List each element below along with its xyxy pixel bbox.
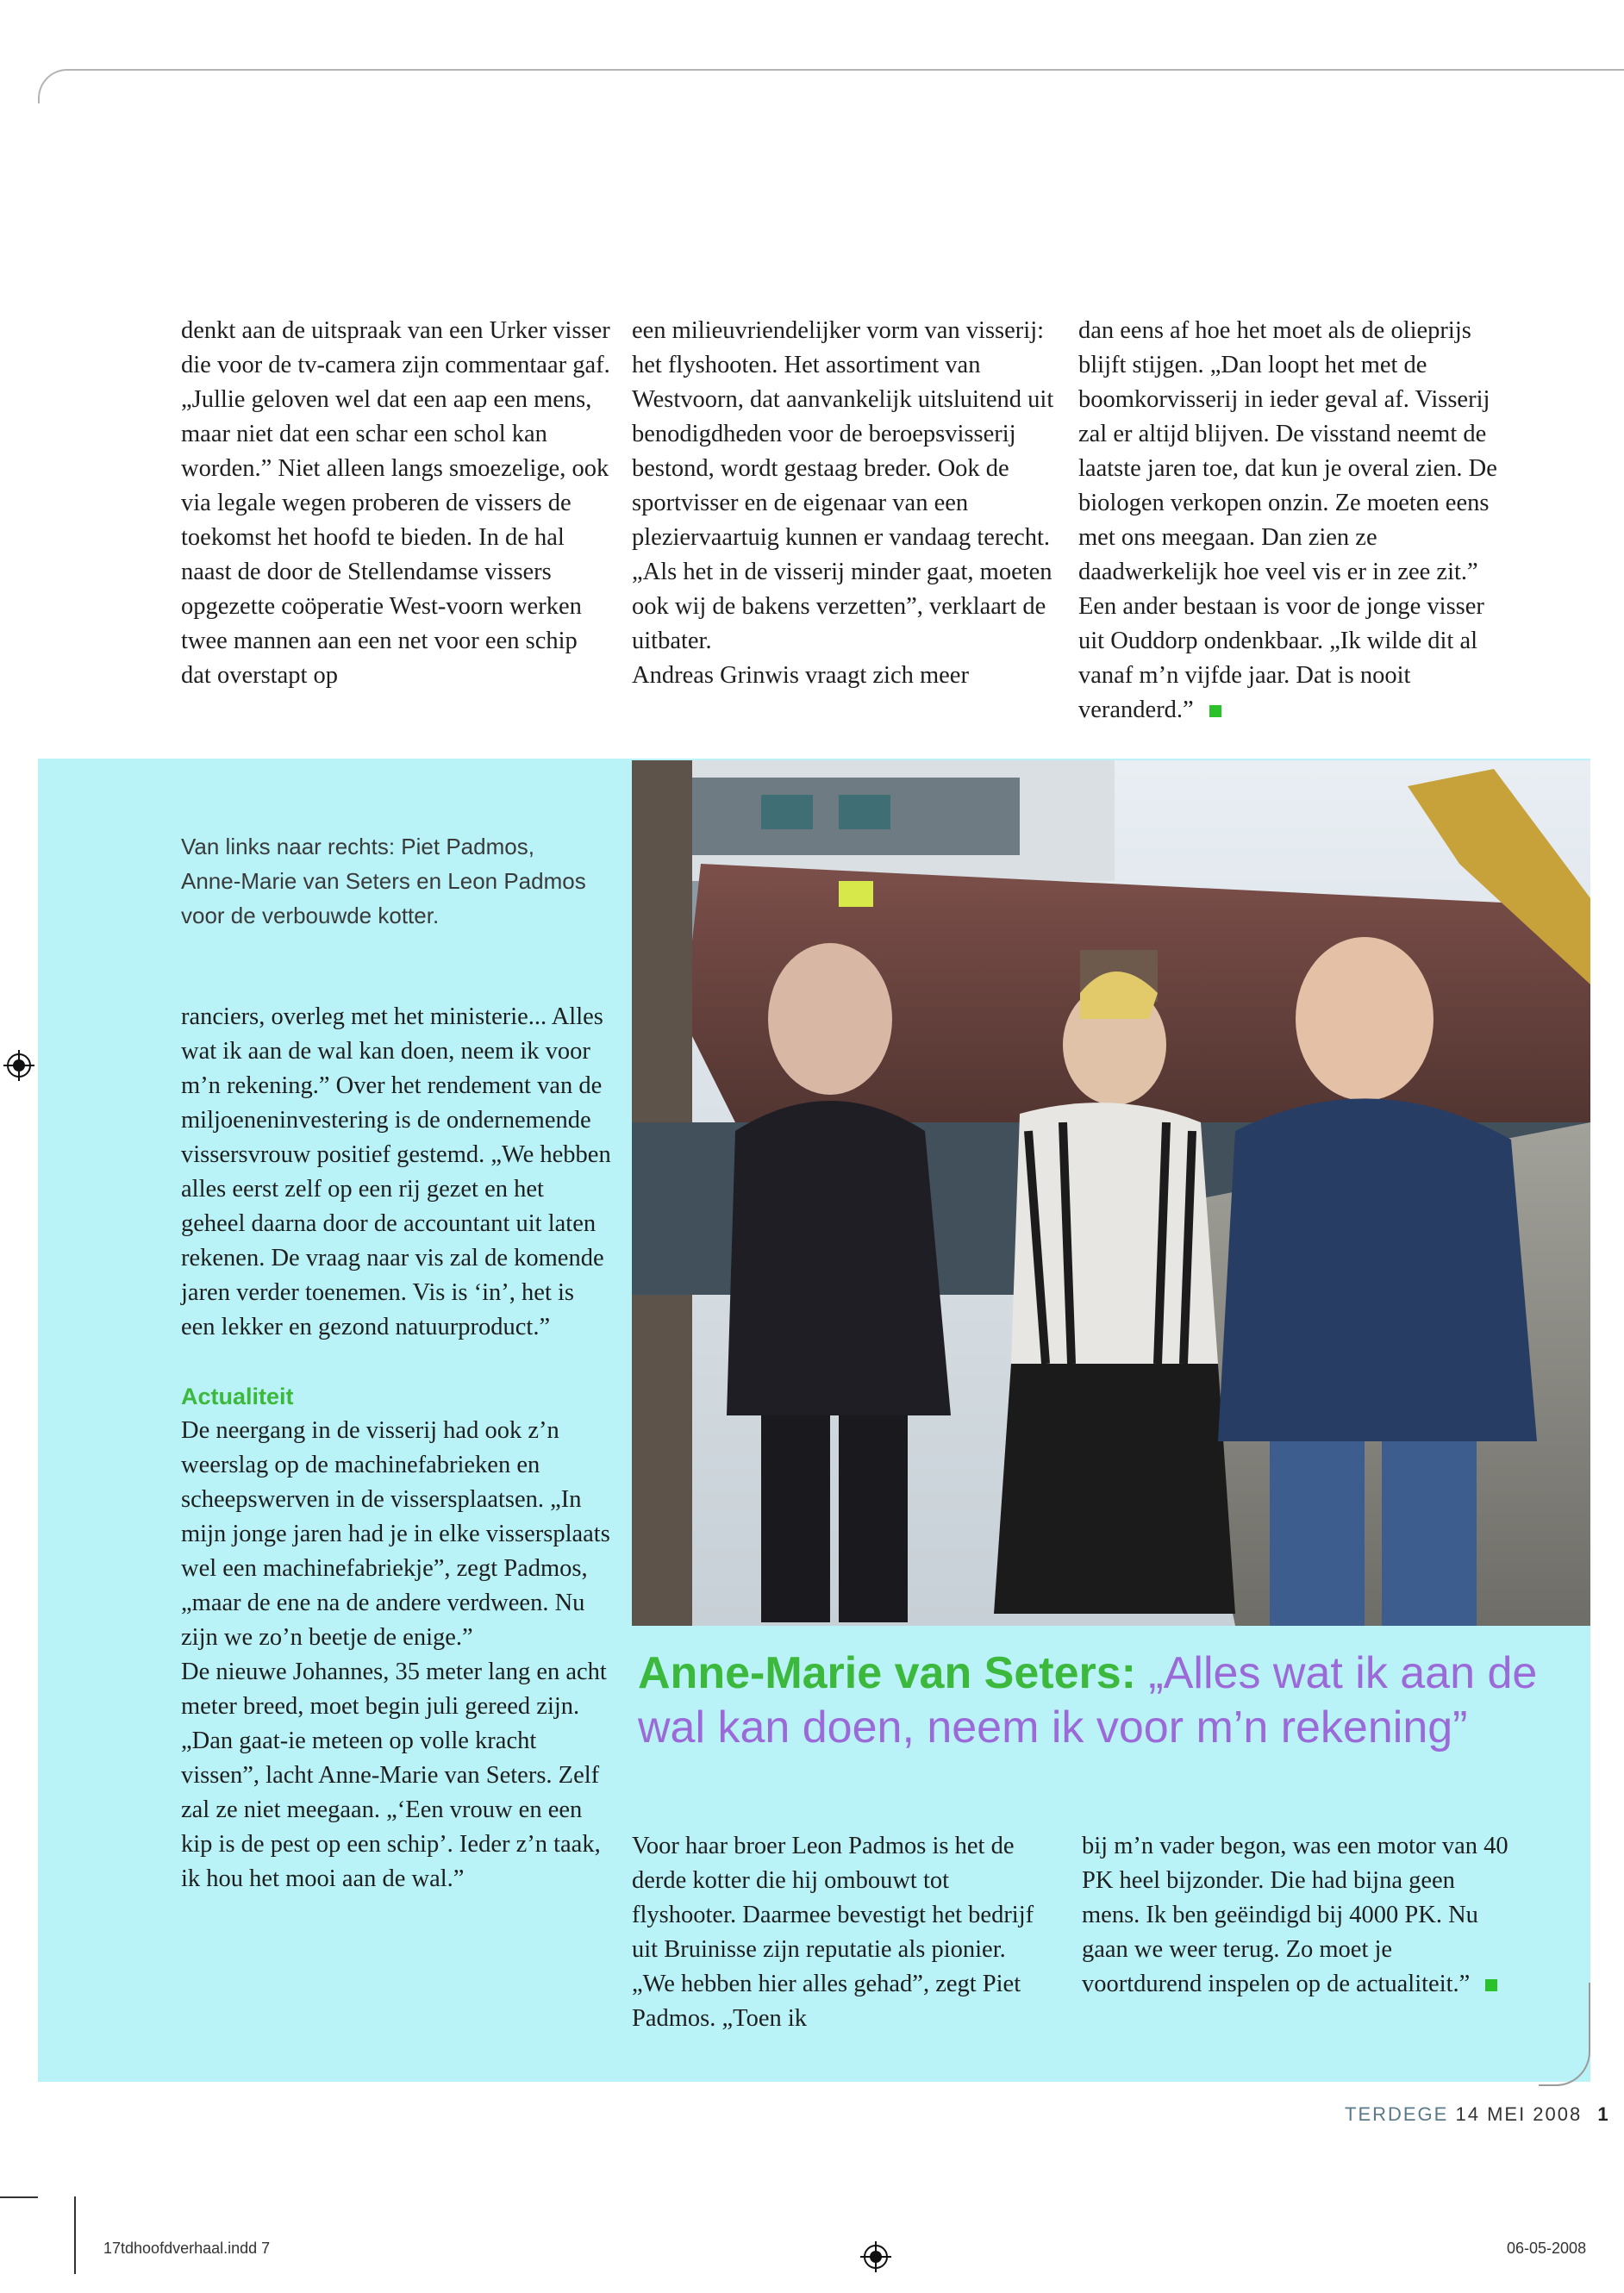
- article-column-6: [1082, 1829, 1513, 2002]
- column-6-text: [1082, 1829, 1513, 2002]
- article-column-4: [181, 1000, 612, 1896]
- issue-date: 14 MEI 2008: [1455, 2103, 1583, 2125]
- crop-mark: [74, 2196, 76, 2274]
- column-3-body: dan eens af hoe het moet als de olieprijs blijft stijgen. „Dan loopt het met de boomkorvisserij in ieder geval af. Visserij zal er altijd blijven. De visstand neemt de laatste jaren toe, dat kun je overal zien. De biologen verkopen onzin. Ze moeten eens met ons meegaan. Dan zien ze daadwerkelijk hoe veel vis er in zee zit.” Een ander bestaan is voor de jonge visser uit Ouddorp ondenkbaar. „Ik wilde dit al vanaf m’n vijfde jaar. Dat is nooit veranderd.”: [1078, 317, 1497, 723]
- column-1-text: denkt aan de uitspraak van een Urker visser die voor de tv-camera zijn commentaar gaf. „Jullie geloven wel dat een aap een mens, maar niet dat een schar een schol kan worden.” Niet alleen langs smoezelige, ook via legale wegen proberen de vissers de toekomst het hoofd te bieden. In de hal naast de door de Stellendamse vissers opgezette coöperatie West-voorn werken twee mannen aan een net voor een schip dat overstapt op: [181, 317, 610, 689]
- pull-quote-text: „Alles wat ik aan de wal kan doen, neem ik voor m’n rekening”: [638, 1648, 1538, 1753]
- photo-three-people-at-fishing-boat: [632, 760, 1590, 1626]
- column-4-text: ranciers, overleg met het ministerie... Alles wat ik aan de wal kan doen, neem ik voor m’n rekening.” Over het rendement van de miljoeneninvestering is de ondernemende vissersvrouw positief gestemd. „We hebben alles eerst zelf op een rij gezet en het geheel daarna door de accountant uit laten rekenen. De vraag naar vis zal de komende jaren verder toenemen. Vis is ‘in’, het is een lekker en gezond natuurproduct.”: [181, 1003, 611, 1340]
- subheading-actualiteit: Actualiteit: [181, 1384, 294, 1409]
- column-2-text: een milieuvriendelijker vorm van visserij: het flyshooten. Het assortiment van Westvoorn, dat aanvankelijk uitsluitend uit benodigdheden voor de beroepsvisserij bestond, wordt gestaag breder. Ook de sportvisser en de eigenaar van een pleziervaartuig kunnen er vandaag terecht. „Als het in de visserij minder gaat, moeten ook wij de bakens verzetten”, verklaart de uitbater.: [632, 317, 1054, 654]
- magazine-name: TERDEGE: [1345, 2103, 1449, 2125]
- article-column-3: [1078, 314, 1509, 728]
- article-column-5: [632, 1829, 1054, 2036]
- column-6-body: bij m’n vader begon, was een motor van 40 PK heel bijzonder. Die had bijna geen mens. Ik ben geëindigd bij 4000 PK. Nu gaan we weer terug. Zo moet je voortdurend inspelen op de actualiteit.”: [1082, 1833, 1508, 1997]
- registration-mark-icon: [860, 2241, 891, 2272]
- end-of-article-mark: [1209, 705, 1221, 717]
- column-4-text-section: De neergang in de visserij had ook z’n weerslag op de machinefabrieken en scheepswerven in de vissersplaatsen. „In mijn jonge jaren had je in elke vissersplaats wel een machinefabriekje”, zegt Padmos, „maar de ene na de andere verdween. Nu zijn we zo’n beetje de enige.”: [181, 1417, 610, 1651]
- pull-quote-speaker: Anne-Marie van Seters:: [638, 1648, 1136, 1698]
- column-2-text-continued: Andreas Grinwis vraagt zich meer: [632, 662, 969, 689]
- column-3-text: [1078, 314, 1509, 728]
- column-4-text-continued: De nieuwe Johannes, 35 meter lang en acht meter breed, moet begin juli gereed zijn. „Dan gaat-ie meteen op volle kracht vissen”, lacht Anne-Marie van Seters. Zelf zal ze niet meegaan. „‘Een vrouw en een kip is de pest op een schip’. Ieder z’n taak, ik hou het mooi aan de wal.”: [181, 1659, 607, 1892]
- print-filename: 17tdhoofdverhaal.indd 7: [103, 2240, 271, 2257]
- pull-quote: [638, 1646, 1586, 1755]
- registration-mark-icon: [3, 1050, 34, 1081]
- page-footer: [1345, 2103, 1610, 2126]
- page-number: 1: [1597, 2103, 1610, 2125]
- page-corner-rule: [1539, 1983, 1590, 2086]
- article-column-1: [181, 314, 612, 693]
- page-top-rule: [38, 69, 1624, 103]
- photo-caption: Van links naar rechts: Piet Padmos, Anne-Marie van Seters en Leon Padmos voor de verbouwde kotter.: [181, 834, 586, 928]
- end-of-article-mark: [1485, 1979, 1497, 1991]
- article-column-2: [632, 314, 1054, 693]
- print-date: 06-05-2008: [1507, 2240, 1587, 2257]
- column-5-text: Voor haar broer Leon Padmos is het de derde kotter die hij ombouwt tot flyshooter. Daarmee bevestigt het bedrijf uit Bruinisse zijn reputatie als pionier. „We hebben hier alles gehad”, zegt Piet Padmos. „Toen ik: [632, 1833, 1034, 2032]
- crop-mark: [0, 2196, 38, 2198]
